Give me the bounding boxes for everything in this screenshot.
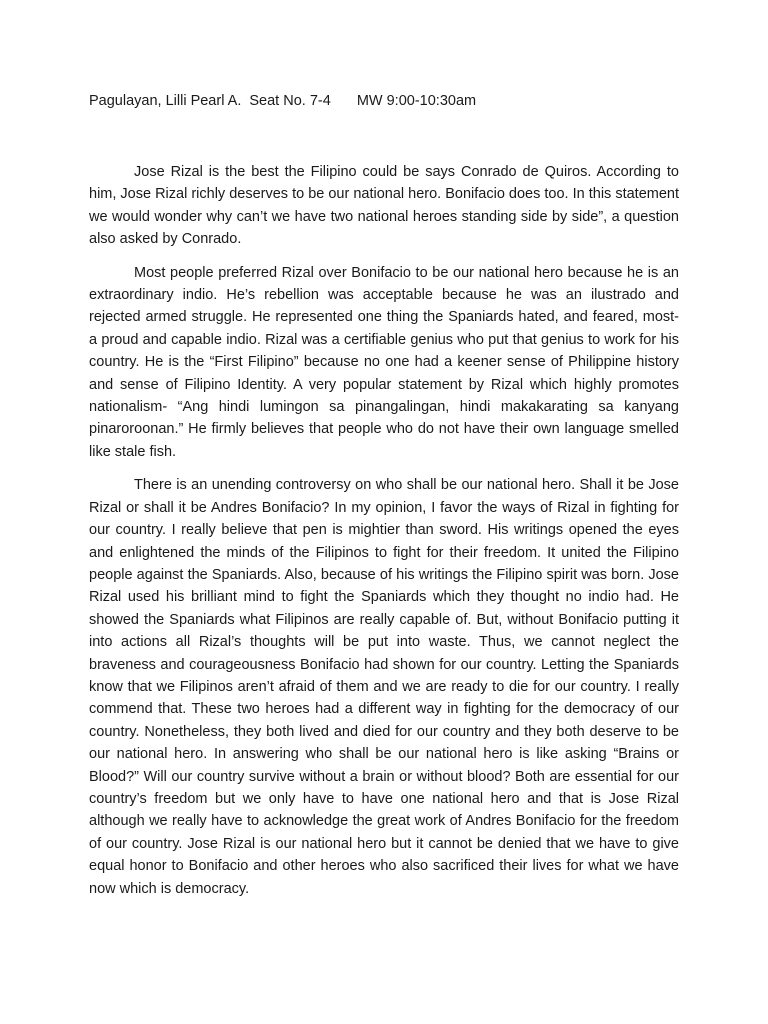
essay-body xyxy=(89,161,679,911)
seat-number: Seat No. 7-4 xyxy=(249,93,331,109)
document-header xyxy=(89,90,689,112)
student-name: Pagulayan, Lilli Pearl A. xyxy=(89,93,242,109)
essay-paragraph-1: Jose Rizal is the best the Filipino could be says Conrado de Quiros. According to him, Jose Rizal richly deserves to be our national hero. Bonifacio does too. In this statement we would wonder why can’t we have two national heroes standing side by side”, a question also asked by Conrado. xyxy=(89,164,679,248)
essay-paragraph-3: There is an unending controversy on who shall be our national hero. Shall it be Jose Rizal or shall it be Andres Bonifacio? In my opinion, I favor the ways of Rizal in fighting for our country. I really believe that pen is mightier than sword. His writings opened the eyes and enlightened the minds of the Filipinos to fight for their freedom. It united the Filipino people against the Spaniards. Also, because of his writings the Filipino spirit was born. Jose Rizal used his brilliant mind to fight the Spaniards which they thought no indio had. He showed the Spaniards what Filipinos are really capable of. But, without Bonifacio putting it into actions all Rizal’s thoughts will be put into waste. Thus, we cannot neglect the braveness and courageousness Bonifacio had shown for our country. Letting the Spaniards know that we Filipinos aren’t afraid of them and we are ready to die for our country. I really commend that. These two heroes had a different way in fighting for the democracy of our country. Nonetheless, they both lived and died for our country and they both deserve to be our national hero. In answering who shall be our national hero is like asking “Brains or Blood?” Will our country survive without a brain or without blood? Both are essential for our country’s freedom but we only have to have one national hero and that is Jose Rizal although we really have to acknowledge the great work of Andres Bonifacio for the freedom of our country. Jose Rizal is our national hero but it cannot be denied that we have to give equal honor to Bonifacio and other heroes who also sacrificed their lives for what we have now which is democracy. xyxy=(89,477,679,897)
class-schedule: MW 9:00-10:30am xyxy=(356,93,477,109)
essay-paragraph-2: Most people preferred Rizal over Bonifacio to be our national hero because he is an extraordinary indio. He’s rebellion was acceptable because he was an ilustrado and rejected armed struggle. He represented one thing the Spaniards hated, and feared, most- a proud and capable indio. Rizal was a certifiable genius who put that genius to work for his country. He is the “First Filipino” because no one had a keener sense of Philippine history and sense of Filipino Identity. A very popular statement by Rizal which highly promotes nationalism- “Ang hindi lumingon sa pinangalingan, hindi makakarating sa kanyang pinaroroonan.” He firmly believes that people who do not have their own language smelled like stale fish. xyxy=(89,264,679,460)
